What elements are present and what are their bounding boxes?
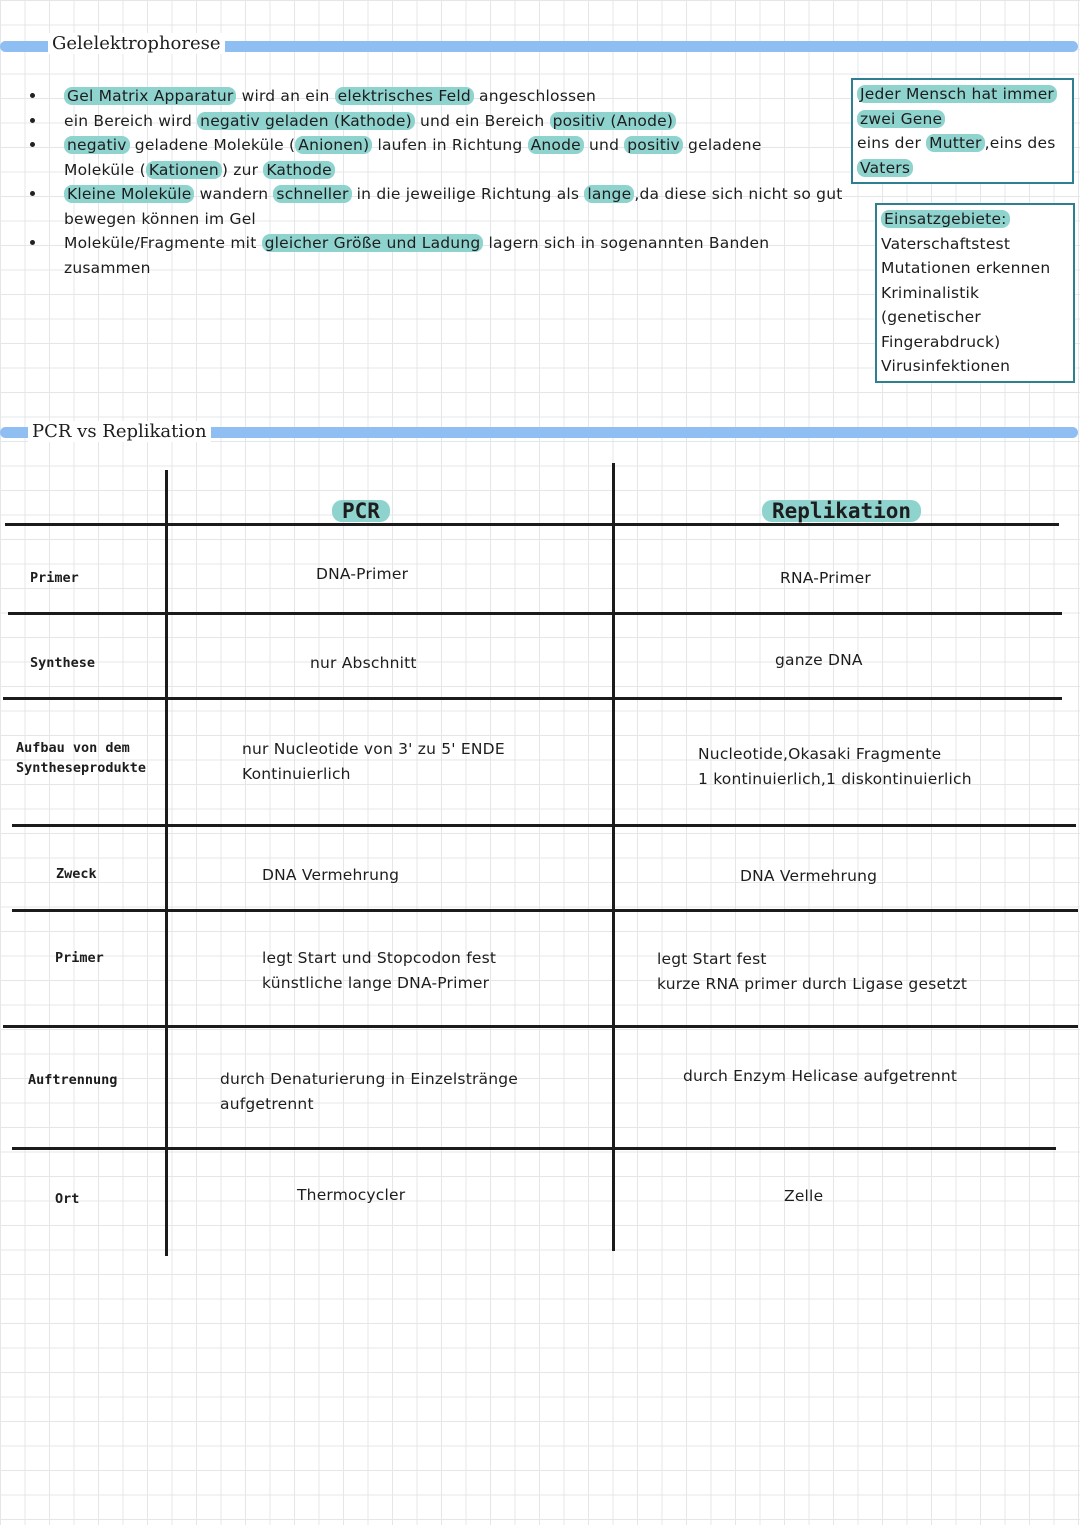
text-segment: Mutationen erkennen bbox=[881, 259, 1051, 277]
row-label-aufbau: Aufbau von dem Syntheseprodukte bbox=[16, 740, 147, 776]
bullet-text bbox=[64, 133, 824, 182]
text-segment: ,eins des bbox=[984, 134, 1056, 152]
table-vline bbox=[165, 470, 168, 1256]
highlighted-text: elektrisches Feld bbox=[335, 87, 474, 105]
table-hline bbox=[12, 824, 1076, 827]
highlighted-text: Vaters bbox=[857, 159, 913, 177]
text-segment: wird an ein bbox=[236, 87, 335, 105]
row-label-synthese: Synthese bbox=[30, 655, 96, 671]
section-title-pcr: PCR vs Replikation bbox=[28, 421, 211, 442]
box-genes-line bbox=[857, 107, 1068, 132]
text-segment: ein Bereich wird bbox=[64, 111, 198, 130]
text-segment: wandern bbox=[194, 185, 274, 203]
bullet-dot bbox=[30, 93, 35, 98]
row-label-primer: Primer bbox=[30, 570, 79, 586]
table-hline bbox=[3, 1025, 1078, 1028]
table-vline bbox=[612, 463, 615, 1251]
text-segment: Fingerabdruck) bbox=[881, 332, 1001, 351]
table-hline bbox=[12, 1147, 1056, 1150]
highlighted-text: negativ geladen (Kathode) bbox=[197, 112, 415, 130]
box-uses-line bbox=[881, 207, 1069, 232]
text-segment: ,da diese sich nicht so gut bewegen können im Gel bbox=[64, 185, 843, 228]
bullet-dot bbox=[30, 118, 35, 123]
row-label-auftrennung: Auftrennung bbox=[28, 1072, 118, 1088]
text-segment: ) zur bbox=[221, 160, 264, 179]
text-segment: und ein Bereich bbox=[414, 111, 550, 130]
highlighted-text: Einsatzgebiete: bbox=[881, 210, 1010, 228]
cell-pcr: nur Abschnitt bbox=[310, 654, 417, 672]
text-segment: geladene Moleküle ( bbox=[129, 136, 296, 154]
highlighted-text: negativ bbox=[64, 136, 130, 154]
text-segment: Virusinfektionen bbox=[881, 357, 1011, 375]
text-segment: in die jeweilige Richtung als bbox=[351, 185, 585, 203]
cell-pcr: legt Start und Stopcodon fest künstliche lange DNA-Primer bbox=[262, 949, 497, 992]
cell-replikation: durch Enzym Helicase aufgetrennt bbox=[683, 1067, 958, 1085]
highlighted-text: positiv bbox=[624, 136, 683, 154]
bullet-text bbox=[64, 182, 864, 231]
bullet-text bbox=[64, 84, 864, 109]
box-uses-line bbox=[881, 281, 1069, 306]
highlighted-text: Kationen bbox=[146, 161, 222, 179]
text-segment: Kriminalistik bbox=[881, 283, 980, 302]
highlighted-text: Kathode bbox=[263, 161, 335, 179]
box-uses-line bbox=[881, 232, 1069, 257]
highlighted-text: schneller bbox=[273, 185, 351, 203]
box-uses-line bbox=[881, 305, 1069, 330]
cell-pcr: DNA-Primer bbox=[316, 565, 409, 583]
text-segment: Vaterschaftstest bbox=[881, 234, 1011, 253]
cell-pcr: durch Denaturierung in Einzelstränge aufgetrennt bbox=[220, 1070, 519, 1113]
row-label-zweck: Zweck bbox=[56, 866, 97, 882]
table-hline bbox=[12, 909, 1078, 912]
cell-pcr: Thermocycler bbox=[297, 1186, 406, 1204]
table-hline bbox=[8, 612, 1062, 615]
text-segment: angeschlossen bbox=[473, 87, 597, 105]
highlighted-text: Gel Matrix Apparatur bbox=[64, 87, 236, 105]
row-label-primer: Primer bbox=[55, 950, 104, 966]
row-label-ort: Ort bbox=[55, 1191, 80, 1207]
cell-replikation: DNA Vermehrung bbox=[740, 867, 878, 885]
text-segment: eins der bbox=[857, 134, 927, 152]
column-header-pcr: PCR bbox=[332, 500, 390, 522]
box-uses-line bbox=[881, 256, 1069, 281]
highlighted-text: Anode bbox=[528, 136, 584, 154]
box-genes-line bbox=[857, 131, 1068, 156]
box-genes bbox=[851, 78, 1074, 184]
highlighted-text: gleicher Größe und Ladung bbox=[262, 234, 484, 252]
bullet-text bbox=[64, 109, 864, 134]
highlighted-text: zwei Gene bbox=[857, 110, 945, 128]
bullet-dot bbox=[30, 191, 35, 196]
box-genes-line bbox=[857, 82, 1068, 107]
bullet-dot bbox=[30, 142, 35, 147]
highlighted-text: Jeder Mensch hat immer bbox=[857, 85, 1057, 103]
text-segment: laufen in Richtung bbox=[372, 136, 528, 154]
cell-pcr: nur Nucleotide von 3' zu 5' ENDE Kontinuierlich bbox=[242, 740, 505, 783]
box-uses-line bbox=[881, 330, 1069, 355]
text-segment: (genetischer bbox=[881, 308, 981, 326]
table-hline bbox=[5, 523, 1059, 526]
highlighted-text: Anionen) bbox=[295, 136, 372, 154]
box-genes-line bbox=[857, 156, 1068, 181]
text-segment: lagern sich in sogenannten Banden zusammen bbox=[64, 234, 770, 277]
cell-replikation: Zelle bbox=[784, 1187, 824, 1205]
cell-pcr: DNA Vermehrung bbox=[262, 866, 400, 884]
text-segment: geladene Moleküle ( bbox=[64, 136, 762, 179]
highlighted-text: positiv (Anode) bbox=[550, 112, 677, 130]
cell-replikation: ganze DNA bbox=[775, 651, 863, 669]
cell-replikation: Nucleotide,Okasaki Fragmente 1 kontinuierlich,1 diskontinuierlich bbox=[698, 745, 972, 788]
box-uses bbox=[875, 203, 1075, 383]
highlighted-text: Kleine Moleküle bbox=[64, 185, 194, 203]
column-header-replikation: Replikation bbox=[762, 500, 921, 522]
bullet-dot bbox=[30, 240, 35, 245]
section-title-gel: Gelelektrophorese bbox=[48, 33, 225, 54]
bullet-text bbox=[64, 231, 854, 280]
text-segment: Moleküle/Fragmente mit bbox=[64, 234, 262, 252]
table-hline bbox=[3, 697, 1062, 700]
box-uses-line bbox=[881, 354, 1069, 379]
highlighted-text: lange bbox=[584, 185, 634, 203]
highlighted-text: Mutter bbox=[926, 134, 984, 152]
cell-replikation: RNA-Primer bbox=[780, 569, 871, 587]
cell-replikation: legt Start fest kurze RNA primer durch Ligase gesetzt bbox=[657, 950, 968, 993]
text-segment: und bbox=[583, 136, 625, 154]
